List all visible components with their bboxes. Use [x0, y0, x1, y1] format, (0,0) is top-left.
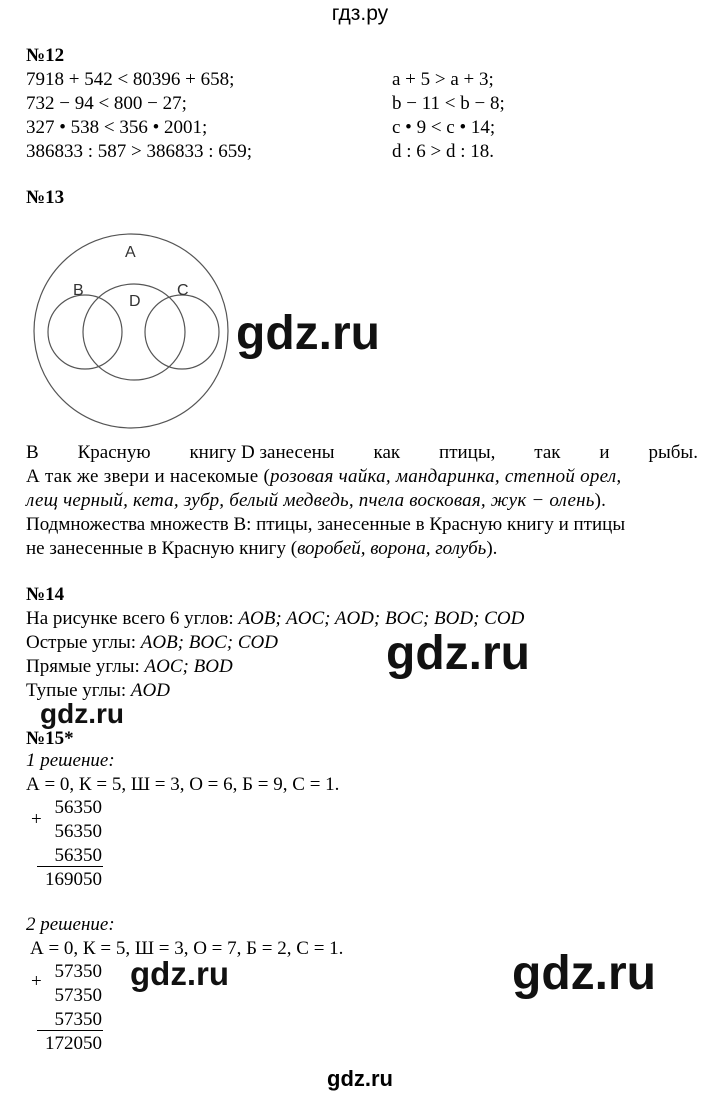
line-label: Острые углы: [26, 632, 141, 653]
solution2-heading: 2 решение: [26, 914, 115, 935]
set-b-circle [48, 295, 122, 369]
text-segment-italic: розовая чайка, мандаринка, степной орел, [270, 466, 622, 487]
task12-left-line-3: 327 • 538 < 356 • 2001; [26, 117, 208, 138]
text-segment: А так же звери и насекомые ( [26, 466, 271, 487]
solution1-addend-3: 56350 [54, 845, 102, 866]
label-d: D [129, 293, 141, 310]
word: книгу D занесены [189, 442, 335, 463]
solution2-addend-2: 57350 [54, 985, 102, 1006]
task14-line-3 [26, 655, 233, 679]
task12-right-line-4: d : 6 > d : 18. [392, 141, 495, 162]
footer-site-title: gdz.ru [327, 1066, 393, 1091]
word: В [26, 442, 39, 463]
solution1-addend-2: 56350 [54, 821, 102, 842]
solution1-addend-1: 56350 [54, 797, 102, 818]
solution2-sum-line [37, 1030, 103, 1031]
solution2-sum: 172050 [45, 1033, 102, 1054]
line-value: AOC; BOD [144, 656, 233, 677]
solution1-sum-line [37, 866, 103, 867]
text-segment: ). [594, 490, 607, 511]
text-segment-italic: воробей, ворона, голубь [297, 538, 487, 559]
task13-text-line-5 [26, 537, 497, 561]
label-a: A [125, 244, 136, 261]
solution2-addend-1: 57350 [54, 961, 102, 982]
label-b: B [73, 282, 84, 299]
line-label: Прямые углы: [26, 656, 145, 677]
task12-right-line-2: b − 11 < b − 8; [392, 93, 505, 114]
line-label: Тупые углы: [26, 680, 131, 701]
task12-right-line-3: c • 9 < c • 14; [392, 117, 496, 138]
watermark-3: gdz.ru [40, 698, 124, 729]
task13-text-line-1 [26, 441, 698, 465]
label-c: C [177, 282, 189, 299]
text-segment: не занесенные в Красную книгу ( [26, 538, 298, 559]
word: как [373, 442, 401, 463]
text-segment: ). [486, 538, 498, 559]
line-label: На рисунке всего 6 углов: [26, 608, 239, 629]
line-value: AOB; AOC; AOD; BOC; BOD; COD [238, 608, 525, 629]
solution1-heading: 1 решение: [26, 750, 115, 771]
word: птицы, [439, 442, 496, 463]
set-c-circle [145, 295, 219, 369]
task14-title: №14 [26, 584, 65, 605]
line-value: AOD [130, 680, 170, 701]
solution1-sum: 169050 [45, 869, 102, 890]
watermark-1: gdz.ru [236, 307, 380, 360]
task15-title: №15* [26, 728, 74, 749]
watermark-4: gdz.ru [130, 955, 229, 992]
header-site-title: гдз.ру [331, 2, 389, 25]
watermark-5: gdz.ru [512, 947, 656, 1000]
task13-title: №13 [26, 187, 65, 208]
word: и [599, 442, 610, 463]
set-a-circle [34, 234, 228, 428]
solution1-values: А = 0, К = 5, Ш = 3, О = 6, Б = 9, С = 1. [26, 774, 340, 795]
word: так [534, 442, 561, 463]
watermark-2: gdz.ru [386, 627, 530, 680]
line-value: AOB; BOC; COD [140, 632, 278, 653]
task12-left-line-2: 732 − 94 < 800 − 27; [26, 93, 187, 114]
task13-text-line-2 [26, 465, 621, 489]
task13-text-line-4: Подмножества множеств В: птицы, занесенные в Красную книгу и птицы [26, 514, 626, 535]
solution2-plus-sign: + [31, 971, 42, 992]
word: Красную [77, 442, 151, 463]
solution1-plus-sign: + [31, 809, 42, 830]
task13-text-line-3 [26, 489, 606, 513]
venn-diagram [0, 220, 260, 435]
solution2-addend-3: 57350 [54, 1009, 102, 1030]
task12-left-line-1: 7918 + 542 < 80396 + 658; [26, 69, 235, 90]
task12-left-line-4: 386833 : 587 > 386833 : 659; [26, 141, 253, 162]
text-segment-italic: лещ черный, кета, зубр, белый медведь, пчела восковая, жук − олень [26, 490, 595, 511]
task12-title: №12 [26, 45, 65, 66]
task14-line-2 [26, 631, 278, 655]
solution2-values: А = 0, К = 5, Ш = 3, О = 7, Б = 2, С = 1. [30, 938, 344, 959]
task12-right-line-1: a + 5 > a + 3; [392, 69, 494, 90]
word: рыбы. [648, 442, 698, 463]
